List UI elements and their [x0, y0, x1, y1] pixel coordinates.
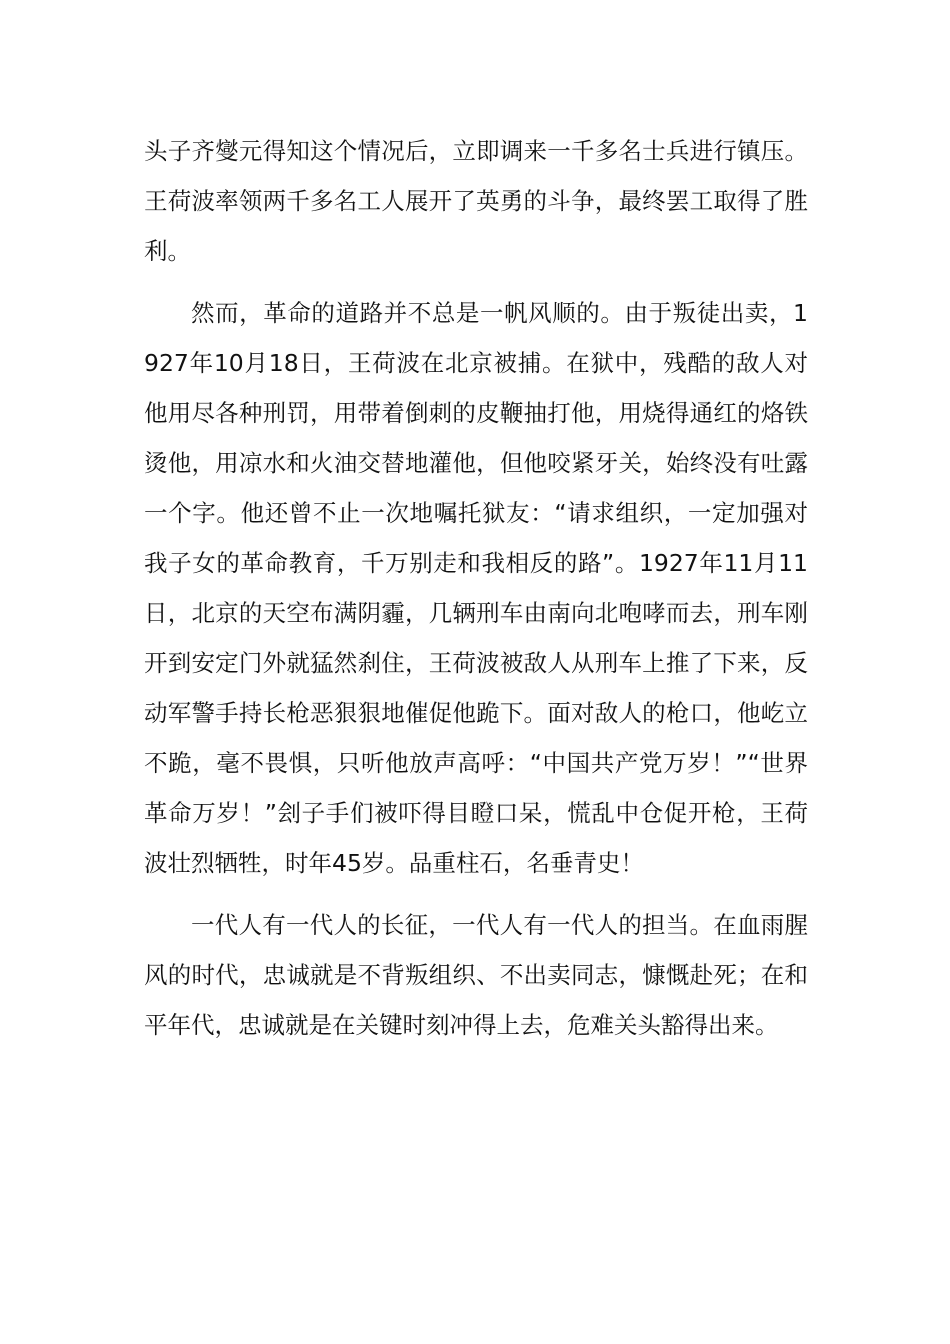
- document-body: [144, 126, 808, 1050]
- paragraph-arrest-and-sacrifice: 然而，革命的道路并不总是一帆风顺的。由于叛徒出卖，1927年10月18日，王荷波在北京被捕。在狱中，残酷的敌人对他用尽各种刑罚，用带着倒刺的皮鞭抽打他，用烧得通红的烙铁烫他，用凉水和火油交替地灌他，但他咬紧牙关，始终没有吐露一个字。他还曾不止一次地嘱托狱友：“请求组织，一定加强对我子女的革命教育，千万别走和我相反的路”。1927年11月11日，北京的天空布满阴霾，几辆刑车由南向北咆哮而去，刑车刚开到安定门外就猛然刹住，王荷波被敌人从刑车上推了下来，反动军警手持长枪恶狠狠地催促他跪下。面对敌人的枪口，他屹立不跪，毫不畏惧，只听他放声高呼：“中国共产党万岁！”“世界革命万岁！”刽子手们被吓得目瞪口呆，慌乱中仓促开枪，王荷波壮烈牺牲，时年45岁。品重柱石，名垂青史！: [144, 299, 808, 877]
- paragraph-continuation: 头子齐燮元得知这个情况后，立即调来一千多名士兵进行镇压。王荷波率领两千多名工人展开了英勇的斗争，最终罢工取得了胜利。: [144, 137, 808, 265]
- paragraph-loyalty: 一代人有一代人的长征，一代人有一代人的担当。在血雨腥风的时代，忠诚就是不背叛组织、不出卖同志，慷慨赴死；在和平年代，忠诚就是在关键时刻冲得上去，危难关头豁得出来。: [144, 911, 808, 1039]
